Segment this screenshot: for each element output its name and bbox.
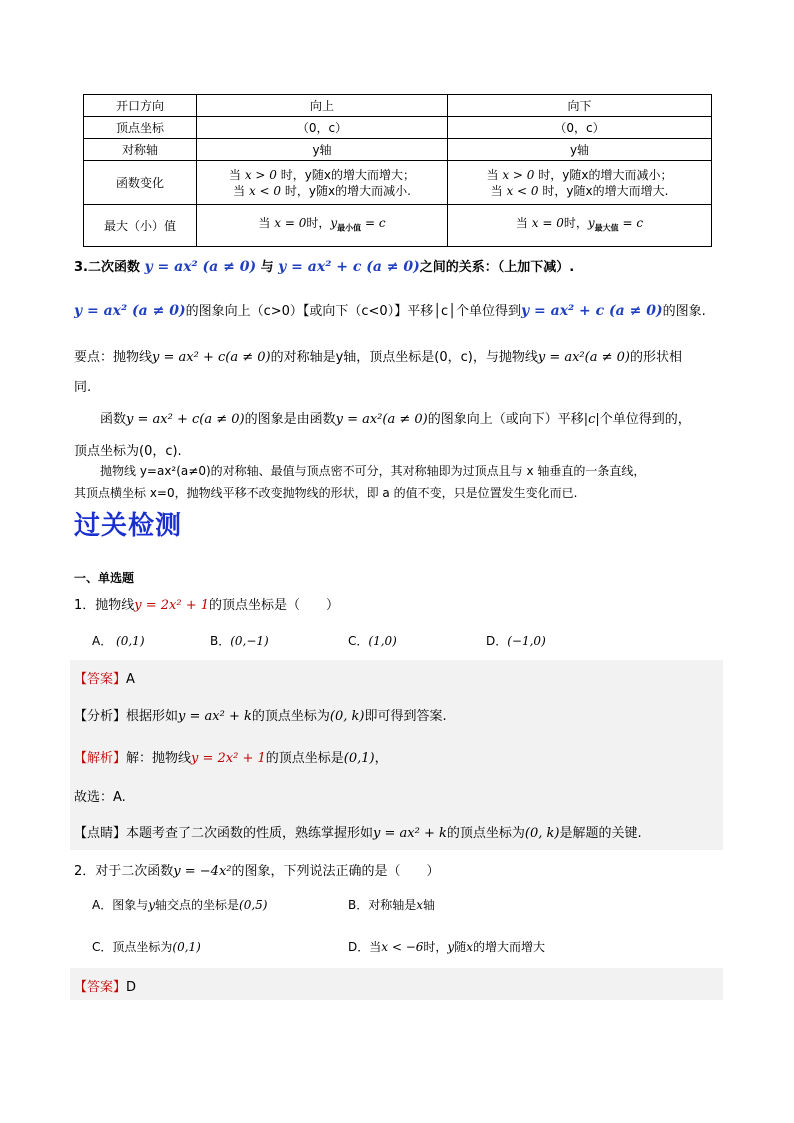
- relationship-paragraph: y = ax² (a ≠ 0)的图象向上（c>0）【或向下（c<0）】平移│c│个单位得到y = ax² + c (a ≠ 0)的图象.: [74, 303, 706, 319]
- question-1-stem: 1．抛物线y = 2x² + 1的顶点坐标是（ ）: [74, 598, 340, 613]
- subheading-single-choice: 一、单选题: [74, 571, 135, 585]
- row-vertex-down: （0，c）: [448, 117, 712, 139]
- q1-solution: 【解析】解：抛物线y = 2x² + 1的顶点坐标是(0,1)，: [74, 751, 388, 766]
- q1-option-b: B．(0,−1): [210, 634, 269, 648]
- q1-choose: 故选：A.: [74, 790, 126, 805]
- question-2-stem: 2．对于二次函数y = −4x²的图象，下列说法正确的是（ ）: [74, 864, 440, 879]
- keypoint-line-3b: 其顶点横坐标 x=0，抛物线平移不改变抛物线的形状，即 a 的值不变，只是位置发生变化而已.: [74, 486, 578, 500]
- table-header-up: 向上: [197, 95, 448, 117]
- keypoint-line-1: 要点：抛物线y = ax² + c(a ≠ 0)的对称轴是y轴，顶点坐标是(0，c)，与抛物线y = ax²(a ≠ 0)的形状相: [74, 350, 682, 365]
- q2-option-b: B．对称轴是x轴: [348, 898, 436, 912]
- row-axis-label: 对称轴: [84, 139, 197, 161]
- q2-option-c: C．顶点坐标为(0,1): [92, 940, 201, 954]
- row-change-up: 当 x > 0 时，y随x的增大而增大； 当 x < 0 时，y随x的增大而减小.: [197, 161, 448, 205]
- row-extreme-label: 最大（小）值: [84, 205, 197, 247]
- q1-option-a: A． (0,1): [92, 634, 145, 648]
- q1-comment: 【点睛】本题考查了二次函数的性质，熟练掌握形如y = ax² + k的顶点坐标为(0, k)是解题的关键.: [74, 826, 642, 841]
- row-vertex-label: 顶点坐标: [84, 117, 197, 139]
- q2-option-d: D．当x < −6时，y随x的增大而增大: [348, 940, 546, 954]
- q1-analysis: 【分析】根据形如y = ax² + k的顶点坐标为(0, k)即可得到答案.: [74, 709, 447, 724]
- properties-table: [83, 94, 712, 247]
- q2-answer-panel: [70, 968, 723, 1000]
- row-change-label: 函数变化: [84, 161, 197, 205]
- table-header-down: 向下: [448, 95, 712, 117]
- row-change-down: 当 x > 0 时，y随x的增大而减小； 当 x < 0 时，y随x的增大而增大.: [448, 161, 712, 205]
- keypoint-line-2: 函数y = ax² + c(a ≠ 0)的图象是由函数y = ax²(a ≠ 0)的图象向上（或向下）平移|c|个单位得到的，: [100, 412, 691, 427]
- row-axis-up: y轴: [197, 139, 448, 161]
- section-3-heading: 3.二次函数 y = ax² (a ≠ 0) 与 y = ax² + c (a ≠ 0)之间的关系：（上加下减）.: [74, 259, 575, 275]
- table-header-label: 开口方向: [84, 95, 197, 117]
- q1-option-d: D．(−1,0): [486, 634, 546, 648]
- keypoint-line-2b: 顶点坐标为(0，c).: [74, 444, 182, 459]
- keypoint-line-3: 抛物线 y=ax²(a≠0)的对称轴、最值与顶点密不可分，其对称轴即为过顶点且与 x 轴垂直的一条直线，: [100, 464, 646, 478]
- q1-option-c: C．(1,0): [348, 634, 397, 648]
- row-extreme-up: 当 x = 0时，$y_{最小值} = c$: [197, 205, 448, 247]
- q1-answer: 【答案】A: [74, 672, 135, 687]
- row-extreme-down: 当 x = 0时，$y_{最大值} = c$: [448, 205, 712, 247]
- row-vertex-up: （0，c）: [197, 117, 448, 139]
- row-axis-down: y轴: [448, 139, 712, 161]
- q2-answer: 【答案】D: [74, 980, 137, 995]
- keypoint-line-1b: 同.: [74, 380, 92, 395]
- section-title: 过关检测: [74, 511, 183, 541]
- q2-option-a: A．图象与y轴交点的坐标是(0,5): [92, 898, 268, 912]
